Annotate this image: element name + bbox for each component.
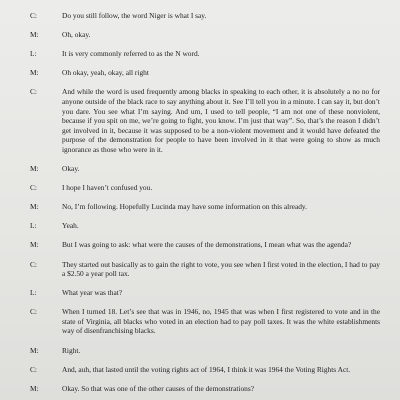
transcript-entry [30,49,380,59]
speaker-label: M: [30,202,39,212]
speech-text: But I was going to ask: what were the causes of the demonstrations, I mean what was the agenda? [62,240,352,250]
transcript-entry [30,87,380,154]
speaker-label: M: [30,68,39,78]
speaker-label: M: [30,164,39,174]
speech-text: Okay. So that was one of the other causes of the demonstrations? [62,383,255,393]
transcript-entry [30,384,380,394]
transcript-entry [30,240,380,250]
transcript-entry [30,365,380,375]
speech-text: It is very commonly referred to as the N word. [62,49,200,59]
interview-transcript [30,11,380,400]
speech-text: And, auh, that lasted until the voting rights act of 1964, I think it was 1964 the Voting Rights Act. [62,364,351,374]
transcript-entry [30,260,380,279]
transcript-entry [30,11,380,21]
speaker-label: M: [30,30,39,40]
speech-text: Right. [62,345,81,355]
transcript-entry [30,307,380,336]
speech-text: I hope I haven’t confused you. [62,183,153,193]
speaker-label: L: [30,288,37,298]
speaker-label: C: [30,259,37,269]
speech-text: When I turned 18. Let’s see that was in 1946, no, 1945 that was when I first registered to vote and in the state of Virginia, all blacks who voted in an election had to pay poll taxes. It was the white establishments way of disenfranchising blacks. [62,307,380,336]
transcript-entry [30,221,380,231]
speech-text: What year was that? [62,288,123,298]
speech-text: Do you still follow, the word Niger is what I say. [62,11,207,20]
speaker-label: L: [30,49,37,59]
speech-text: Oh, okay. [62,30,91,40]
transcript-entry [30,183,380,193]
speaker-label: L: [30,221,37,231]
speech-text: And while the word is used frequently among blacks in speaking to each other, it is absolutely a no no for anyone outside of the black race to say anything about it. See I’ll tell you in a minute. I can say it, but don’t you dare. You see what I’m saying. And um, I used to tell people, “I am not one of these nonviolent, because if you spit on me, we’re going to fight, you know. I’m just that way”. So, that’s the reason I didn’t get involved in it, because it was supposed to be a non-violent movement and it would have defeated the purpose of the demonstration for people to have been involved in it that were going to show as much ignorance as those who were in it. [62,87,380,154]
transcript-entry [30,288,380,298]
speech-text: Yeah. [62,221,79,231]
speech-text: Oh okay, yeah, okay, all right [62,68,149,78]
speaker-label: M: [30,383,39,393]
speech-text: No, I’m following. Hopefully Lucinda may have some information on this already. [62,202,307,212]
speaker-label: M: [30,240,39,250]
transcript-entry [30,30,380,40]
speech-text: Okay. [62,164,80,174]
transcript-entry [30,164,380,174]
speech-text: They started out basically as to gain the right to vote, you see when I first voted in the election, I had to pay a $2.50 a year poll tax. [62,259,380,279]
speaker-label: C: [30,87,37,97]
transcript-entry [30,68,380,78]
speaker-label: C: [30,364,37,374]
speaker-label: C: [30,307,37,317]
speaker-label: M: [30,345,39,355]
transcript-entry [30,346,380,356]
transcript-entry [30,202,380,212]
speaker-label: C: [30,183,37,193]
speaker-label: C: [30,11,37,20]
